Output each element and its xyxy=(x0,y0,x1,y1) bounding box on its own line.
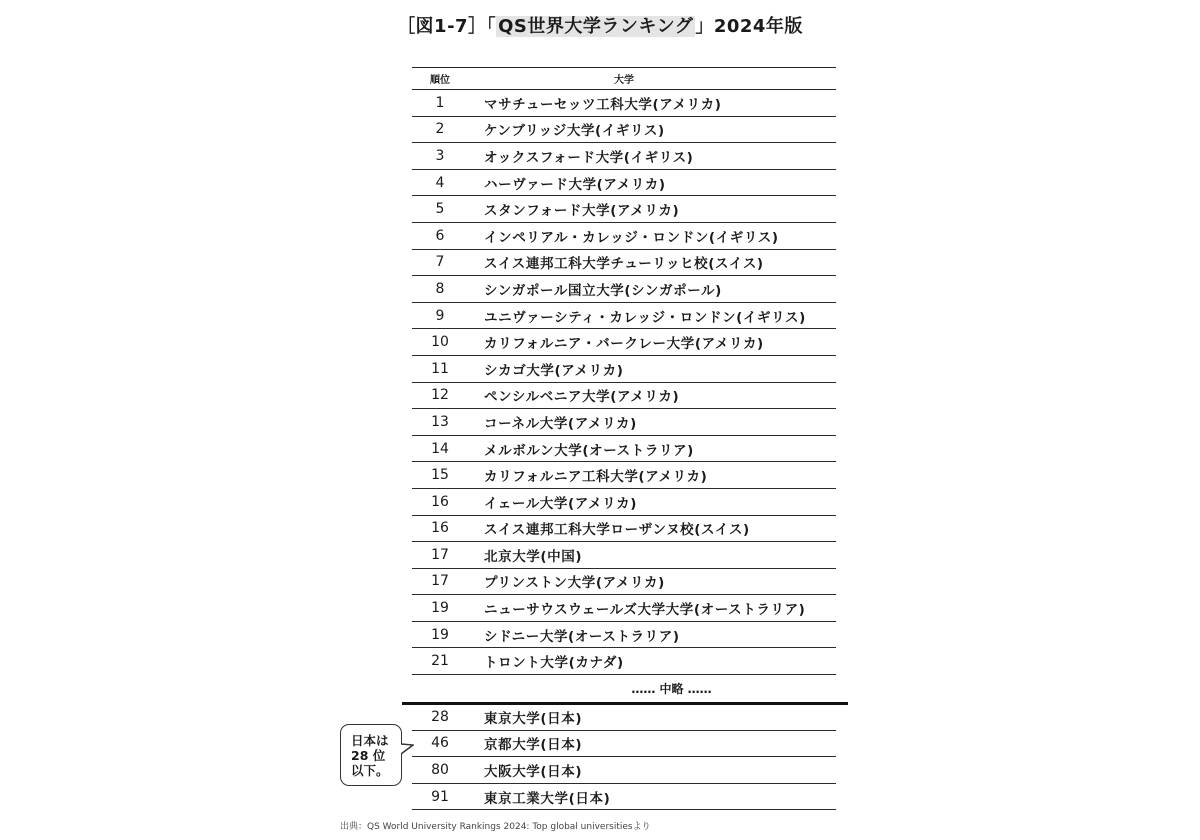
rank-cell: 17 xyxy=(431,546,449,563)
university-cell: ケンブリッジ大学(イギリス) xyxy=(484,123,665,140)
japan-callout xyxy=(340,724,402,786)
rank-cell: 16 xyxy=(431,493,449,510)
table-row xyxy=(412,622,836,649)
rank-cell: 28 xyxy=(431,708,449,725)
callout-tail-icon xyxy=(400,743,414,755)
rank-cell: 5 xyxy=(435,201,445,218)
callout-line-3: 以下。 xyxy=(351,763,389,778)
table-row xyxy=(412,516,836,543)
callout-line-1: 日本は xyxy=(351,733,389,748)
table-row xyxy=(412,489,836,516)
title-prefix: ［図1-7］「 xyxy=(397,16,497,37)
rank-cell: 21 xyxy=(431,653,449,670)
table-row xyxy=(412,784,836,811)
japan-ranking-table xyxy=(412,704,836,810)
ranking-table xyxy=(412,67,836,701)
university-cell: シドニー大学(オーストラリア) xyxy=(484,628,680,645)
rank-cell: 1 xyxy=(435,94,445,111)
university-cell: 東京工業大学(日本) xyxy=(484,790,611,807)
table-row xyxy=(412,143,836,170)
rank-cell: 46 xyxy=(431,735,449,752)
omission-marker: …… 中略 …… xyxy=(631,681,712,696)
university-cell: シカゴ大学(アメリカ) xyxy=(484,362,624,379)
table-row xyxy=(412,170,836,197)
university-cell: ペンシルベニア大学(アメリカ) xyxy=(484,389,680,406)
rank-cell: 3 xyxy=(435,147,445,164)
table-row xyxy=(412,276,836,303)
rank-cell: 2 xyxy=(435,121,445,138)
title-suffix: 」2024年版 xyxy=(695,16,803,37)
university-cell: プリンストン大学(アメリカ) xyxy=(484,575,665,592)
rank-cell: 10 xyxy=(431,334,449,351)
university-cell: カリフォルニア工科大学(アメリカ) xyxy=(484,469,708,486)
table-row xyxy=(412,757,836,784)
university-cell: スタンフォード大学(アメリカ) xyxy=(484,203,680,220)
university-cell: 京都大学(日本) xyxy=(484,737,583,754)
table-row xyxy=(412,648,836,675)
table-row xyxy=(412,117,836,144)
table-row xyxy=(412,731,836,758)
rank-cell: 11 xyxy=(431,360,449,377)
rank-cell: 6 xyxy=(435,227,445,244)
university-cell: ニューサウスウェールズ大学大学(オーストラリア) xyxy=(484,602,806,619)
table-row xyxy=(412,223,836,250)
table-row xyxy=(412,303,836,330)
table-row xyxy=(412,595,836,622)
table-row xyxy=(412,704,836,731)
figure-title xyxy=(0,12,1200,38)
rank-cell: 13 xyxy=(431,413,449,430)
table-row xyxy=(412,90,836,117)
rank-cell: 7 xyxy=(435,254,445,271)
title-highlight: QS世界大学ランキング xyxy=(498,16,694,37)
university-cell: カリフォルニア・バークレー大学(アメリカ) xyxy=(484,336,764,353)
university-cell: コーネル大学(アメリカ) xyxy=(484,415,637,432)
university-cell: 東京大学(日本) xyxy=(484,710,583,727)
table-row xyxy=(412,542,836,569)
rank-cell: 8 xyxy=(435,280,445,297)
rank-cell: 15 xyxy=(431,467,449,484)
rank-cell: 91 xyxy=(431,788,449,805)
table-row xyxy=(412,436,836,463)
table-row xyxy=(412,329,836,356)
university-cell: オックスフォード大学(イギリス) xyxy=(484,149,694,166)
rank-cell: 12 xyxy=(431,387,449,404)
table-row xyxy=(412,356,836,383)
table-row xyxy=(412,250,836,277)
table-row xyxy=(412,409,836,436)
rank-cell: 14 xyxy=(431,440,449,457)
rank-cell: 80 xyxy=(431,761,449,778)
university-cell: トロント大学(カナダ) xyxy=(484,655,624,672)
university-cell: 北京大学(中国) xyxy=(484,548,583,565)
university-cell: マサチューセッツ工科大学(アメリカ) xyxy=(484,96,722,113)
table-header xyxy=(412,67,836,90)
rank-cell: 19 xyxy=(431,626,449,643)
rank-cell: 16 xyxy=(431,520,449,537)
university-cell: インペリアル・カレッジ・ロンドン(イギリス) xyxy=(484,229,779,246)
university-cell: メルボルン大学(オーストラリア) xyxy=(484,442,694,459)
table-row xyxy=(412,462,836,489)
university-cell: ハーヴァード大学(アメリカ) xyxy=(484,176,666,193)
table-row xyxy=(412,196,836,223)
university-cell: ユニヴァーシティ・カレッジ・ロンドン(イギリス) xyxy=(484,309,806,326)
header-university: 大学 xyxy=(614,75,634,86)
rank-cell: 4 xyxy=(435,174,445,191)
rank-cell: 9 xyxy=(435,307,445,324)
rank-cell: 17 xyxy=(431,573,449,590)
university-cell: 大阪大学(日本) xyxy=(484,763,583,780)
table-row xyxy=(412,383,836,410)
university-cell: スイス連邦工科大学ローザンヌ校(スイス) xyxy=(484,522,750,539)
university-cell: イェール大学(アメリカ) xyxy=(484,495,637,512)
university-cell: スイス連邦工科大学チューリッヒ校(スイス) xyxy=(484,256,764,273)
callout-line-2: 28 位 xyxy=(351,748,386,763)
rank-cell: 19 xyxy=(431,600,449,617)
university-cell: シンガポール国立大学(シンガポール) xyxy=(484,282,722,299)
source-note: 出典：QS World University Rankings 2024: Top global universitiesより xyxy=(340,822,651,832)
header-rank: 順位 xyxy=(430,75,450,86)
table-row xyxy=(412,569,836,596)
